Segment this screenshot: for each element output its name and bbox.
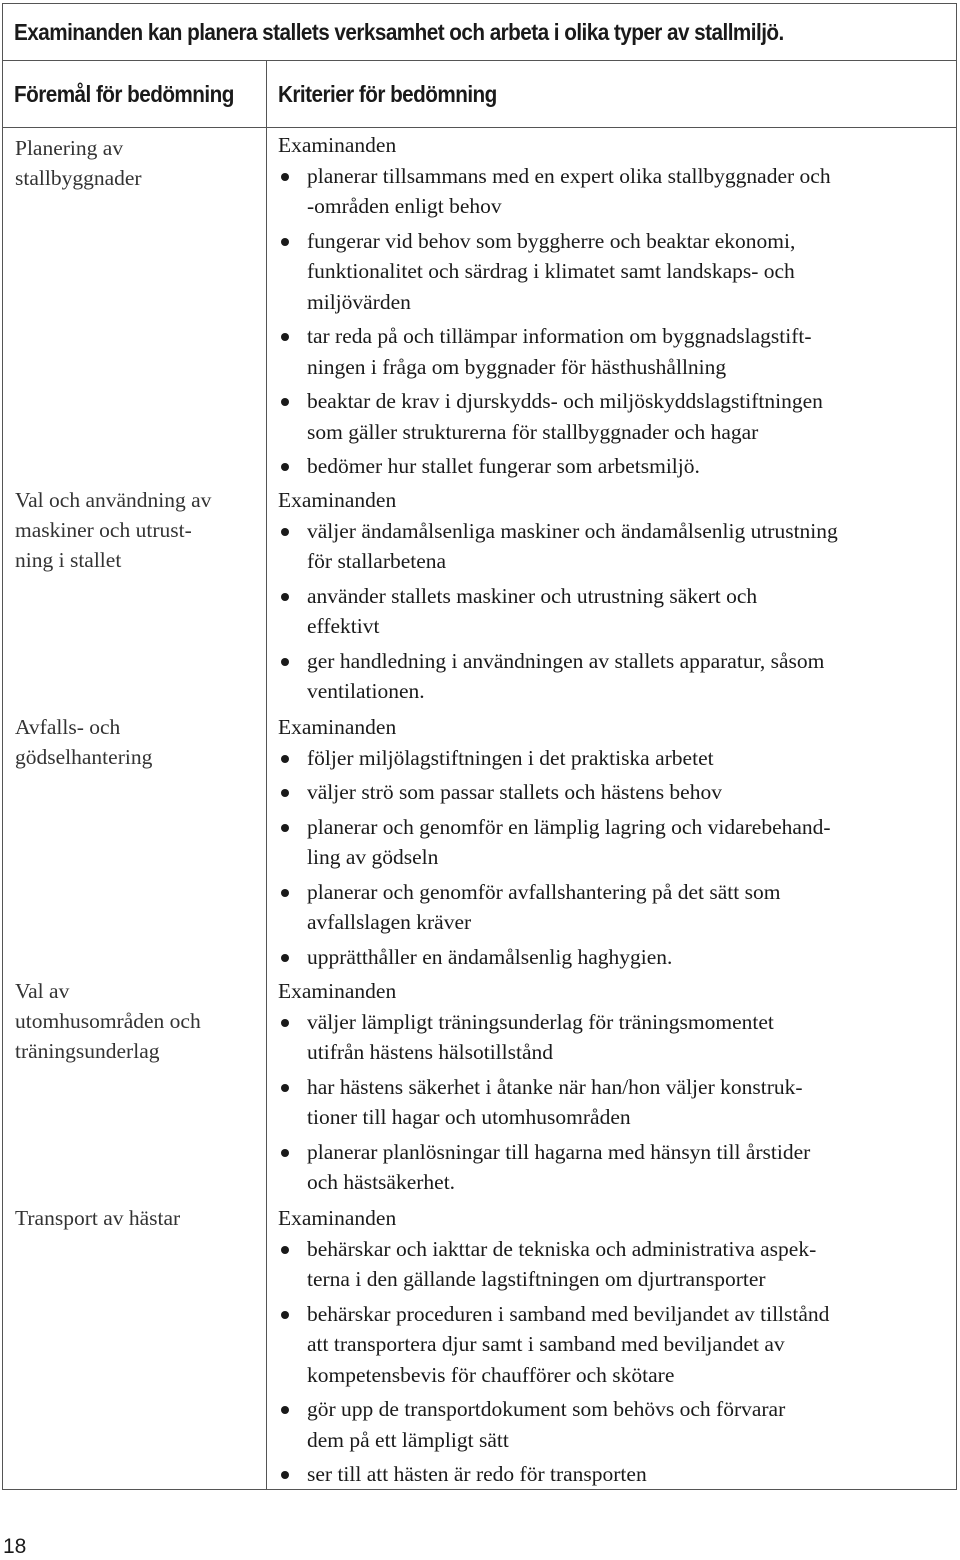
item-line: fungerar vid behov som byggherre och beaktar ekonomi, [307,228,796,253]
list-item [278,1234,958,1295]
subject-line: stallbyggnader [15,166,142,190]
subject-line: Avfalls- och [15,715,121,739]
item-line: ser till att hästen är redo för transporten [307,1462,647,1486]
bullet-icon [281,1406,289,1414]
list-item [278,1394,958,1455]
bullet-icon [281,789,289,797]
item-line: väljer lämpligt träningsunderlag för träningsmomentet [307,1009,774,1034]
subject-line: maskiner och utrust- [15,518,192,542]
bullet-icon [281,1311,289,1319]
bullet-icon [281,1149,289,1157]
item-line: ventilationen. [307,679,425,703]
section-heading: Examinanden [278,133,397,157]
criteria-list [278,516,958,707]
item-line: effektivt [307,614,380,638]
subject-line: ning i stallet [15,548,122,572]
criteria-list [278,1234,958,1490]
criteria-section [278,1203,958,1494]
item-line: gör upp de transportdokument som behövs och förvarar [307,1397,786,1421]
bullet-icon [281,398,289,406]
bullet-icon [281,889,289,897]
subject-item [15,485,255,575]
item-line: väljer ändamålsenliga maskiner och ändamålsenlig utrustning [307,518,838,543]
item-line: har hästens säkerhet i åtanke när han/hon väljer konstruk- [307,1074,803,1099]
subject-item [15,133,255,193]
criteria-section [278,976,958,1202]
item-line: behärskar proceduren i samband med beviljandet av tillstånd [307,1301,830,1326]
section-heading: Examinanden [278,488,397,512]
list-item [278,1072,958,1133]
list-item [278,226,958,318]
item-line: -områden enligt behov [307,194,502,218]
table-title-cell [3,4,957,61]
bullet-icon [281,463,289,471]
subject-line: Val av [15,979,70,1003]
item-line: beaktar de krav i djurskydds- och miljöskyddslagstiftningen [307,389,823,413]
list-item [278,1137,958,1198]
item-line: tar reda på och tillämpar information om byggnadslagstift- [307,324,812,348]
bullet-icon [281,1084,289,1092]
subject-line: gödselhantering [15,745,153,769]
item-line: bedömer hur stallet fungerar som arbetsmiljö. [307,454,700,478]
subject-line: Transport av hästar [15,1206,181,1230]
section-heading: Examinanden [278,1206,397,1230]
item-line: ger handledning i användningen av stallets apparatur, såsom [307,648,825,673]
header-criteria-cell [267,61,957,128]
item-line: för stallarbetena [307,549,447,573]
list-item [278,1299,958,1391]
item-line: kompetensbevis för chaufförer och skötare [307,1362,675,1387]
subject-line: träningsunderlag [15,1039,160,1063]
list-item [278,646,958,707]
bullet-icon [281,954,289,962]
item-line: upprätthåller en ändamålsenlig haghygien. [307,944,673,969]
item-line: planerar och genomför avfallshantering på det sätt som [307,879,781,904]
item-line: planerar tillsammans med en expert olika stallbyggnader och [307,163,831,188]
section-heading: Examinanden [278,979,397,1003]
section-heading: Examinanden [278,715,397,739]
list-item [278,743,958,774]
item-line: väljer strö som passar stallets och hästens behov [307,780,722,804]
list-item [278,581,958,642]
item-line: avfallslagen kräver [307,910,472,934]
item-line: miljövärden [307,289,411,314]
item-line: ningen i fråga om byggnader för hästhushållning [307,354,727,379]
item-line: planerar planlösningar till hagarna med hänsyn till årstider [307,1139,811,1164]
header-subject-cell [3,61,267,128]
bullet-icon [281,1471,289,1479]
item-line: dem på ett lämpligt sätt [307,1427,509,1452]
subject-line: utomhusområden och [15,1009,201,1033]
subject-item [15,1203,255,1233]
list-item [278,516,958,577]
bullet-icon [281,1246,289,1254]
list-item [278,877,958,938]
item-line: behärskar och iakttar de tekniska och administrativa aspek- [307,1236,817,1261]
criteria-section [278,485,958,711]
item-line: planerar och genomför en lämplig lagring och vidarebehand- [307,814,831,839]
item-line: följer miljölagstiftningen i det praktiska arbetet [307,745,714,770]
bullet-icon [281,333,289,341]
list-item [278,1459,958,1490]
item-line: som gäller strukturerna för stallbyggnader och hagar [307,419,759,444]
header-criteria: Kriterier för bedömning [278,81,497,107]
list-item [278,321,958,382]
criteria-table [2,3,957,1490]
criteria-section [278,130,958,486]
bullet-icon [281,824,289,832]
page-number: 18 [3,1535,27,1558]
item-line: funktionalitet och särdrag i klimatet samt landskaps- och [307,259,795,283]
list-item [278,942,958,973]
table-title: Examinanden kan planera stallets verksamhet och arbeta i olika typer av stallmiljö. [14,19,784,45]
item-line: att transportera djur samt i samband med beviljandet av [307,1332,785,1356]
item-line: och hästsäkerhet. [307,1170,456,1194]
bullet-icon [281,1019,289,1027]
list-item [278,812,958,873]
subject-line: Planering av [15,136,124,160]
bullet-icon [281,593,289,601]
criteria-list [278,743,958,973]
item-line: ling av gödseln [307,845,439,869]
criteria-section [278,712,958,976]
list-item [278,161,958,222]
list-item [278,1007,958,1068]
subject-line: Val och användning av [15,488,212,512]
list-item [278,451,958,482]
criteria-list [278,161,958,482]
bullet-icon [281,173,289,181]
criteria-column [267,128,957,1490]
criteria-list [278,1007,958,1198]
bullet-icon [281,238,289,246]
subject-item [15,712,255,772]
bullet-icon [281,658,289,666]
item-line: använder stallets maskiner och utrustning säkert och [307,583,758,608]
list-item [278,777,958,808]
header-subject: Föremål för bedömning [14,81,234,107]
item-line: terna i den gällande lagstiftningen om djurtransporter [307,1267,766,1291]
subjects-column [3,128,267,1490]
list-item [278,386,958,447]
item-line: utifrån hästens hälsotillstånd [307,1040,554,1064]
bullet-icon [281,528,289,536]
item-line: tioner till hagar och utomhusområden [307,1105,631,1129]
subject-item [15,976,255,1066]
bullet-icon [281,755,289,763]
